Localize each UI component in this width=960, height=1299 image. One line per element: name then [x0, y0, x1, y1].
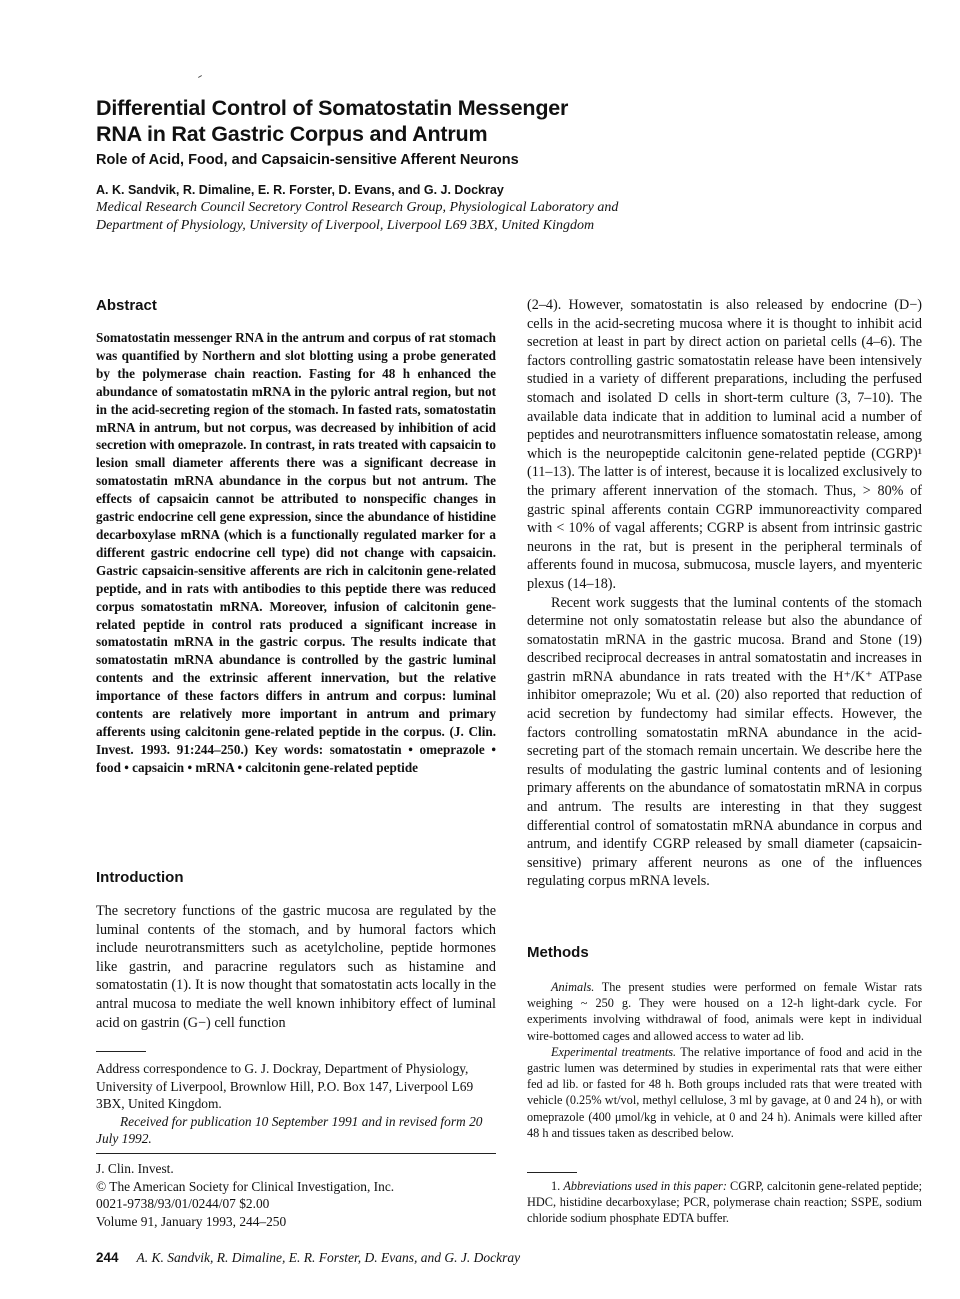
methods-treatments [527, 1044, 922, 1141]
volume: Volume 91, January 1993, 244–250 [96, 1213, 287, 1229]
animals-text: The present studies were performed on female Wistar rats weighing ~ 250 g. They were housed on a 12-h light-dark cycle. For experiments involving withdrawal of food, animals were kept in individual wire-bottomed cages and allowed access to water ad lib. [527, 980, 922, 1043]
footnote-divider [527, 1172, 577, 1173]
footnote-number: 1. [551, 1179, 561, 1193]
issn: 0021-9738/93/01/0244/07 $2.00 [96, 1196, 270, 1212]
methods-body [527, 979, 922, 1141]
footnote [527, 1178, 922, 1227]
affiliation-line-1: Medical Research Council Secretory Control Research Group, Physiological Laboratory and [96, 200, 619, 215]
intro-para-2-text: Recent work suggests that the luminal contents of the stomach determine not only somatostatin release but also the abundance of somatostatin mRNA in the gastric mucosa. Brand and Stone (19) described reciprocal decreases in antral somatostatin and increases in gastrin mRNA abundance in rats treated with the H⁺/K⁺ ATPase inhibitor omeprazole; Wu et al. (20) also reported that reduction of acid secretion by fundectomy had similar effects. However, the factors controlling somatostatin mRNA abundance in the acid-secreting part of the stomach remain uncertain. We describe here the results of modulating the gastric luminal contents and of lesioning primary afferents on the abundance of somatostatin mRNA in corpus and antrum. The results are interesting in that they suggest differential control of somatostatin mRNA abundance in corpus and antrum, and identify CGRP released by small diameter (capsaicin-sensitive) primary afferent neurons as one of the influences regulating corpus mRNA levels. [527, 594, 922, 890]
scan-mark [198, 75, 202, 78]
treatments-label: Experimental treatments. [551, 1044, 677, 1059]
journal-name: J. Clin. Invest. [96, 1161, 174, 1176]
affiliation [96, 199, 856, 235]
title-line-1: Differential Control of Somatostatin Messenger [96, 96, 569, 120]
footnote-text [527, 1178, 922, 1227]
page-number: 244 [96, 1250, 119, 1265]
article-subtitle: Role of Acid, Food, and Capsaicin-sensitive Afferent Neurons [96, 152, 519, 168]
abstract-body [96, 329, 496, 777]
footer-authors: A. K. Sandvik, R. Dimaline, E. R. Forster, D. Evans, and G. J. Dockray [136, 1250, 521, 1265]
correspondence-block [96, 1060, 496, 1148]
correspondence-address: Address correspondence to G. J. Dockray, Department of Physiology, University of Liverpool, Brownlow Hill, P.O. Box 147, Liverpool L69 3BX, United Kingdom. [96, 1061, 474, 1112]
author-list: A. K. Sandvik, R. Dimaline, E. R. Forster, D. Evans, and G. J. Dockray [96, 183, 504, 197]
abstract-text: Somatostatin messenger RNA in the antrum and corpus of rat stomach was quantified by Northern and slot blotting using a probe generated by the polymerase chain reaction. Fasting for 48 h enhanced the abundance of somatostatin mRNA in the pyloric antral region, but not in the acid-secreting region of the stomach. In fasted rats, somatostatin mRNA in antrum, but not corpus, was decreased by inhibition of acid secretion with omeprazole. In contrast, in rats treated with capsaicin to lesion small diameter afferents there was a significant decrease in somatostatin mRNA abundance in the corpus but not antrum. The effects of capsaicin cannot be attributed to nonspecific changes in gastric endocrine cell gene expression, since the abundance of histidine decarboxylase mRNA (which is a functionally regulated marker for a different gastric endocrine cell type) did not change with capsaicin. Gastric capsaicin-sensitive afferents are rich in calcitonin gene-related peptide, and in rats with antibodies to this peptide there was reduced corpus somatostatin mRNA. Moreover, infusion of calcitonin gene-related peptide in control rats produced a significant increase in somatostatin mRNA in the gastric corpus. The results indicate that somatostatin mRNA abundance is controlled by the gastric luminal contents and the extrinsic afferent innervation, but the relative importance of these factors differs in antrum and corpus: luminal contents are relatively more important in antrum and primary afferents using calcitonin gene-related peptide in the corpus. [96, 330, 496, 739]
title-line-2: RNA in Rat Gastric Corpus and Antrum [96, 122, 488, 146]
page-footer [96, 1250, 856, 1266]
abstract-citation: (J. Clin. Invest. 1993. 91:244–250.) [96, 723, 496, 757]
methods-animals [527, 979, 922, 1044]
affiliation-line-2: Department of Physiology, University of Liverpool, Liverpool L69 3BX, United Kingdom [96, 218, 595, 233]
introduction-heading: Introduction [96, 869, 184, 886]
journal-info-divider [96, 1153, 496, 1154]
treatments-text: The relative importance of food and acid in the gastric lumen was determined by studies in experimental rats that were either fed ad lib. or fasted for 48 h. Both groups included rats that were treated with vehicle (0.25% wt/vol, methyl cellulose, 3 ml by gavage, at 0 and 24 h), or with omeprazole (400 μmol/kg in vehicle, at 0 and 24 h). Animals were killed after 48 h and tissues taken as described below. [527, 1044, 923, 1140]
abstract-heading: Abstract [96, 297, 157, 314]
journal-info [96, 1160, 496, 1230]
abstract-keywords: Key words: somatostatin • omeprazole • food • capsaicin • mRNA • calcitonin gene-related peptide [96, 741, 496, 775]
methods-heading: Methods [527, 944, 589, 961]
introduction-para-1 [96, 902, 496, 1032]
intro-para-1-text: The secretory functions of the gastric mucosa are regulated by the luminal contents of the stomach, and by humoral factors which include neurotransmitters such as acetylcholine, peptide hormones like gastrin, and paracrine regulators such as histamine and somatostatin (1). It is now thought that somatostatin acts locally in the antral mucosa to mediate the well known inhibitory effect of luminal acid on gastrin (G−) cell function [96, 903, 496, 1031]
animals-label: Animals. [551, 980, 595, 994]
footnote-body: CGRP, calcitonin gene-related peptide; HDC, histidine decarboxylase; PCR, polymerase chain reaction; SSPE, sodium chloride sodium phosphate EDTA buffer. [527, 1179, 923, 1226]
correspondence-divider [96, 1051, 146, 1052]
article-title [96, 95, 856, 147]
intro-para-1-cont-text: (2–4). However, somatostatin is also released by endocrine (D−) cells in the acid-secreting mucosa where it is thought to inhibit acid secretion at least in part by direct action on parietal cells (4–6). The factors controlling gastric somatostatin release have been intensively studied in a variety of different preparations, including the perfused stomach and isolated D cells in short-term culture (3, 7–10). The available data indicate that in addition to luminal acid a number of peptides and neurotransmitters influence somatostatin release, among which is the neuropeptide calcitonin gene-related peptide (CGRP)¹ (11–13). The latter is of interest, because it is localized exclusively to the primary afferent innervation of the stomach. Thus, > 80% of gastric spinal afferents contain CGRP immunoreactivity compared with < 10% of vagal afferents; CGRP is absent from intrinsic gastric neurons in the rat, but is present in the peripheral terminals of afferents found in mucosa, submucosa, muscle layers, and myenteric plexus (14–18). [527, 297, 922, 592]
copyright: © The American Society for Clinical Investigation, Inc. [96, 1178, 395, 1194]
received-date: Received for publication 10 September 1991 and in revised form 20 July 1992. [96, 1113, 483, 1147]
introduction-para-1-continued [527, 296, 922, 891]
footnote-label: Abbreviations used in this paper: [563, 1179, 727, 1193]
